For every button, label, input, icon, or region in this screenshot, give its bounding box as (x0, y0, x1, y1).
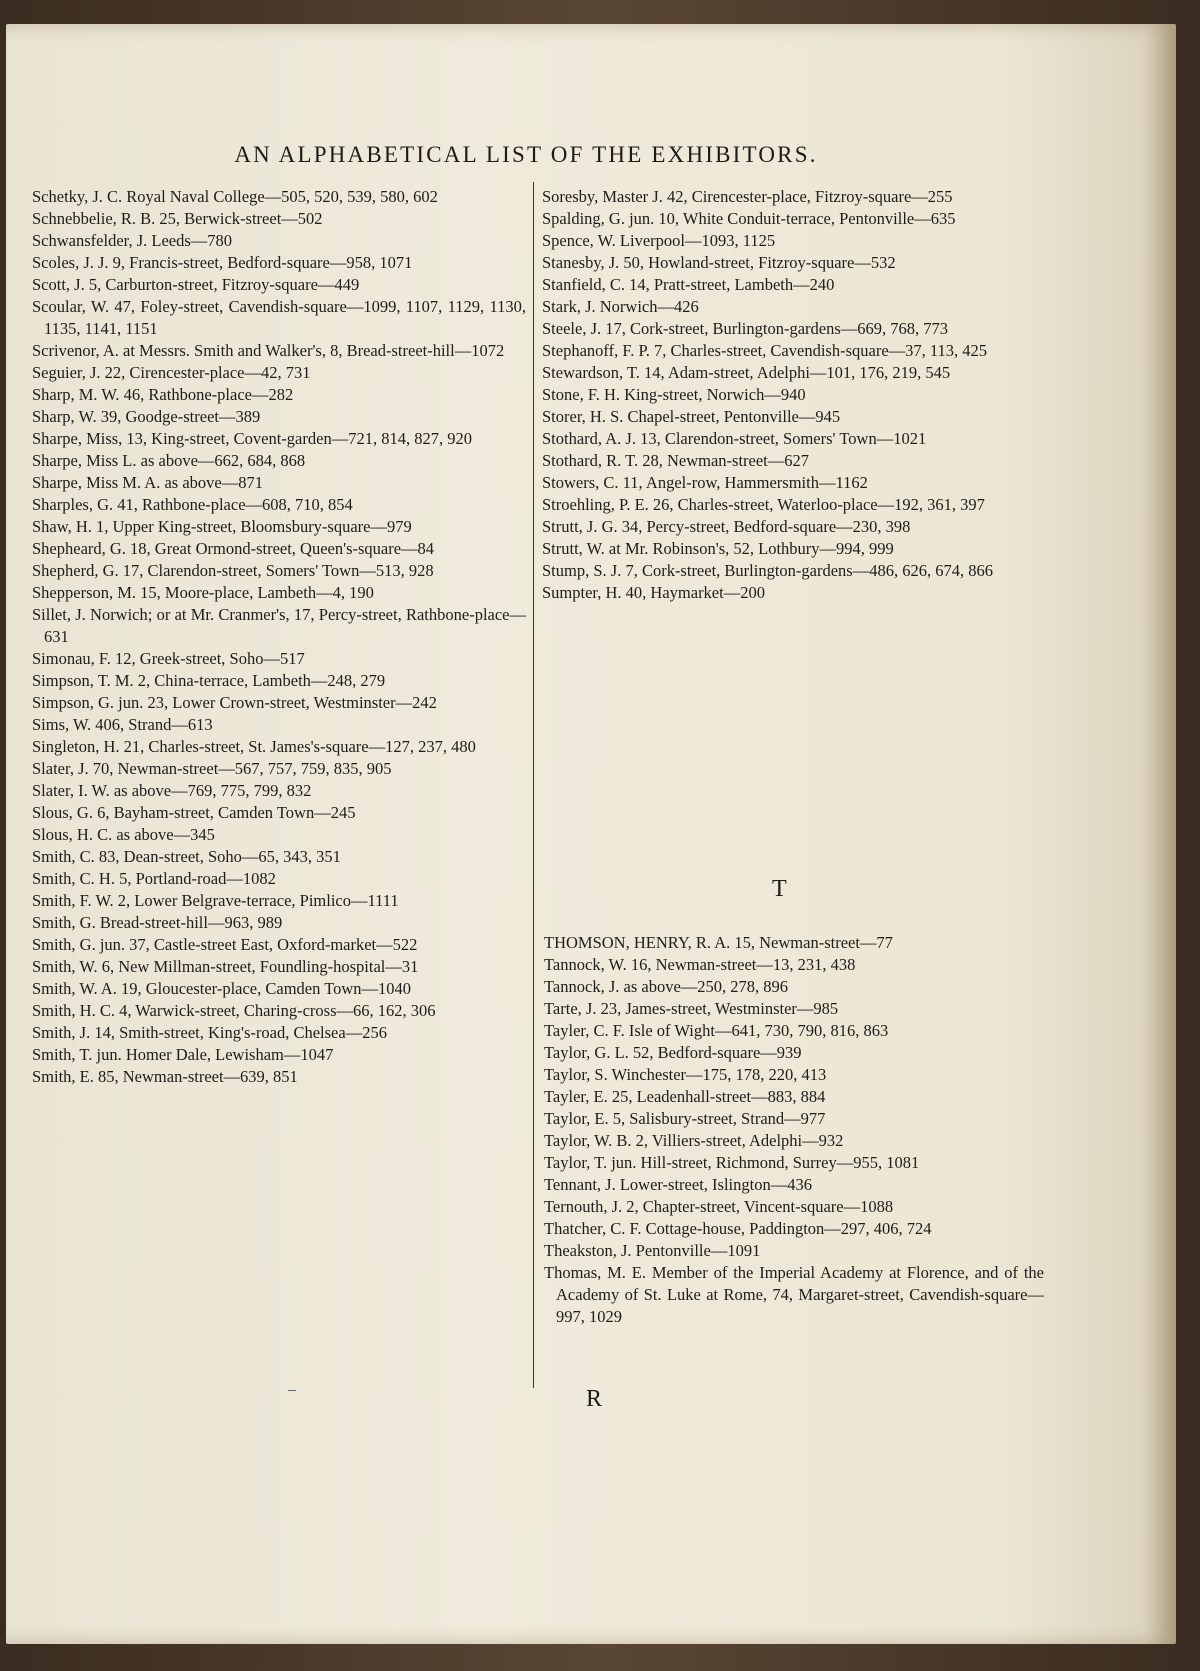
signature-mark: R (586, 1386, 603, 1412)
list-item: Simpson, G. jun. 23, Lower Crown-street, Westminster—242 (32, 693, 437, 712)
list-item: Sharp, M. W. 46, Rathbone-place—282 (32, 385, 294, 404)
list-item: Sims, W. 406, Strand—613 (32, 715, 213, 734)
list-item: Strutt, W. at Mr. Robinson's, 52, Lothbury—994, 999 (542, 539, 894, 558)
list-item: Simonau, F. 12, Greek-street, Soho—517 (32, 649, 305, 668)
list-item: Slous, G. 6, Bayham-street, Camden Town—245 (32, 803, 356, 822)
list-item: Simpson, T. M. 2, China-terrace, Lambeth—248, 279 (32, 671, 386, 690)
list-item: Tayler, E. 25, Leadenhall-street—883, 884 (544, 1087, 826, 1106)
list-item: Taylor, W. B. 2, Villiers-street, Adelphi—932 (544, 1131, 844, 1150)
list-item: Slater, J. 70, Newman-street—567, 757, 759, 835, 905 (32, 759, 392, 778)
list-item: Sillet, J. Norwich; or at Mr. Cranmer's, 17, Percy-street, Rathbone-place—631 (32, 605, 526, 646)
book-page (6, 24, 1176, 1644)
list-item: Stark, J. Norwich—426 (542, 297, 699, 316)
list-item: Smith, F. W. 2, Lower Belgrave-terrace, Pimlico—1111 (32, 891, 399, 910)
section-letter: T (772, 876, 787, 902)
list-item: Smith, C. H. 5, Portland-road—1082 (32, 869, 276, 888)
list-item: Sharpe, Miss, 13, King-street, Covent-garden—721, 814, 827, 920 (32, 429, 472, 448)
list-item: Taylor, T. jun. Hill-street, Richmond, Surrey—955, 1081 (544, 1153, 920, 1172)
list-item: Shepperson, M. 15, Moore-place, Lambeth—4, 190 (32, 583, 374, 602)
list-item: Smith, W. 6, New Millman-street, Foundling-hospital—31 (32, 957, 419, 976)
list-item: Stump, S. J. 7, Cork-street, Burlington-gardens—486, 626, 674, 866 (542, 561, 993, 580)
list-item: Slater, I. W. as above—769, 775, 799, 832 (32, 781, 312, 800)
list-item: Stothard, R. T. 28, Newman-street—627 (542, 451, 810, 470)
list-item: Smith, W. A. 19, Gloucester-place, Camden Town—1040 (32, 979, 412, 998)
list-item: Sharpe, Miss M. A. as above—871 (32, 473, 263, 492)
list-item: Sharples, G. 41, Rathbone-place—608, 710, 854 (32, 495, 353, 514)
list-item: Tannock, W. 16, Newman-street—13, 231, 438 (544, 955, 856, 974)
list-item: Stroehling, P. E. 26, Charles-street, Waterloo-place—192, 361, 397 (542, 495, 985, 514)
list-item: Stone, F. H. King-street, Norwich—940 (542, 385, 806, 404)
list-item: Scoular, W. 47, Foley-street, Cavendish-square—1099, 1107, 1129, 1130, 1135, 1141, 1151 (32, 297, 526, 338)
list-item: Stothard, A. J. 13, Clarendon-street, Somers' Town—1021 (542, 429, 927, 448)
list-item: Shaw, H. 1, Upper King-street, Bloomsbury-square—979 (32, 517, 412, 536)
list-item: Smith, J. 14, Smith-street, King's-road, Chelsea—256 (32, 1023, 387, 1042)
list-item: Singleton, H. 21, Charles-street, St. James's-square—127, 237, 480 (32, 737, 476, 756)
list-item: Sharpe, Miss L. as above—662, 684, 868 (32, 451, 306, 470)
list-item: Tennant, J. Lower-street, Islington—436 (544, 1175, 812, 1194)
list-item: Tayler, C. F. Isle of Wight—641, 730, 790, 816, 863 (544, 1021, 889, 1040)
list-item: Shepherd, G. 17, Clarendon-street, Somers' Town—513, 928 (32, 561, 434, 580)
list-item: Stewardson, T. 14, Adam-street, Adelphi—101, 176, 219, 545 (542, 363, 951, 382)
list-item: Smith, T. jun. Homer Dale, Lewisham—1047 (32, 1045, 334, 1064)
column-divider (533, 182, 534, 1388)
list-item: Taylor, E. 5, Salisbury-street, Strand—977 (544, 1109, 826, 1128)
list-item: Smith, G. Bread-street-hill—963, 989 (32, 913, 283, 932)
list-item: Stowers, C. 11, Angel-row, Hammersmith—1162 (542, 473, 868, 492)
list-item: Thatcher, C. F. Cottage-house, Paddington—297, 406, 724 (544, 1219, 932, 1238)
list-item: Schetky, J. C. Royal Naval College—505, 520, 539, 580, 602 (32, 187, 438, 206)
list-item: Smith, C. 83, Dean-street, Soho—65, 343, 351 (32, 847, 341, 866)
list-item: Strutt, J. G. 34, Percy-street, Bedford-square—230, 398 (542, 517, 911, 536)
list-item: Steele, J. 17, Cork-street, Burlington-gardens—669, 768, 773 (542, 319, 949, 338)
list-item: Spalding, G. jun. 10, White Conduit-terrace, Pentonville—635 (542, 209, 956, 228)
list-item: Slous, H. C. as above—345 (32, 825, 215, 844)
list-item: Scrivenor, A. at Messrs. Smith and Walker's, 8, Bread-street-hill—1072 (32, 341, 505, 360)
footer-dash (288, 1390, 296, 1391)
list-item: Ternouth, J. 2, Chapter-street, Vincent-square—1088 (544, 1197, 894, 1216)
list-item: Spence, W. Liverpool—1093, 1125 (542, 231, 776, 250)
list-item: Scott, J. 5, Carburton-street, Fitzroy-square—449 (32, 275, 360, 294)
list-item: Sumpter, H. 40, Haymarket—200 (542, 583, 765, 602)
right-column-s (542, 186, 1042, 604)
list-item: Stanfield, C. 14, Pratt-street, Lambeth—240 (542, 275, 835, 294)
list-item: Storer, H. S. Chapel-street, Pentonville—945 (542, 407, 841, 426)
list-item: Taylor, S. Winchester—175, 178, 220, 413 (544, 1065, 827, 1084)
left-column (32, 186, 526, 1088)
list-item: Schwansfelder, J. Leeds—780 (32, 231, 233, 250)
list-item: Soresby, Master J. 42, Cirencester-place, Fitzroy-square—255 (542, 187, 953, 206)
list-item: Scoles, J. J. 9, Francis-street, Bedford-square—958, 1071 (32, 253, 413, 272)
page-title: AN ALPHABETICAL LIST OF THE EXHIBITORS. (234, 142, 818, 167)
list-item: Sharp, W. 39, Goodge-street—389 (32, 407, 261, 426)
list-item: Smith, E. 85, Newman-street—639, 851 (32, 1067, 298, 1086)
list-item: Seguier, J. 22, Cirencester-place—42, 731 (32, 363, 311, 382)
list-item: Tannock, J. as above—250, 278, 896 (544, 977, 789, 996)
list-item: Thomas, M. E. Member of the Imperial Academy at Florence, and of the Academy of St. Luke at Rome, 74, Margaret-street, Cavendish-square—997, 1029 (544, 1263, 1044, 1326)
list-item: Schnebbelie, R. B. 25, Berwick-street—502 (32, 209, 323, 228)
right-column-t (544, 932, 1044, 1328)
list-item: Stephanoff, F. P. 7, Charles-street, Cavendish-square—37, 113, 425 (542, 341, 988, 360)
list-item: Smith, G. jun. 37, Castle-street East, Oxford-market—522 (32, 935, 418, 954)
list-item: Shepheard, G. 18, Great Ormond-street, Queen's-square—84 (32, 539, 435, 558)
list-item: Stanesby, J. 50, Howland-street, Fitzroy-square—532 (542, 253, 896, 272)
list-item: Theakston, J. Pentonville—1091 (544, 1241, 761, 1260)
list-item: Smith, H. C. 4, Warwick-street, Charing-cross—66, 162, 306 (32, 1001, 436, 1020)
list-item: Tarte, J. 23, James-street, Westminster—985 (544, 999, 839, 1018)
list-item: THOMSON, HENRY, R. A. 15, Newman-street—77 (544, 933, 893, 952)
list-item: Taylor, G. L. 52, Bedford-square—939 (544, 1043, 802, 1062)
